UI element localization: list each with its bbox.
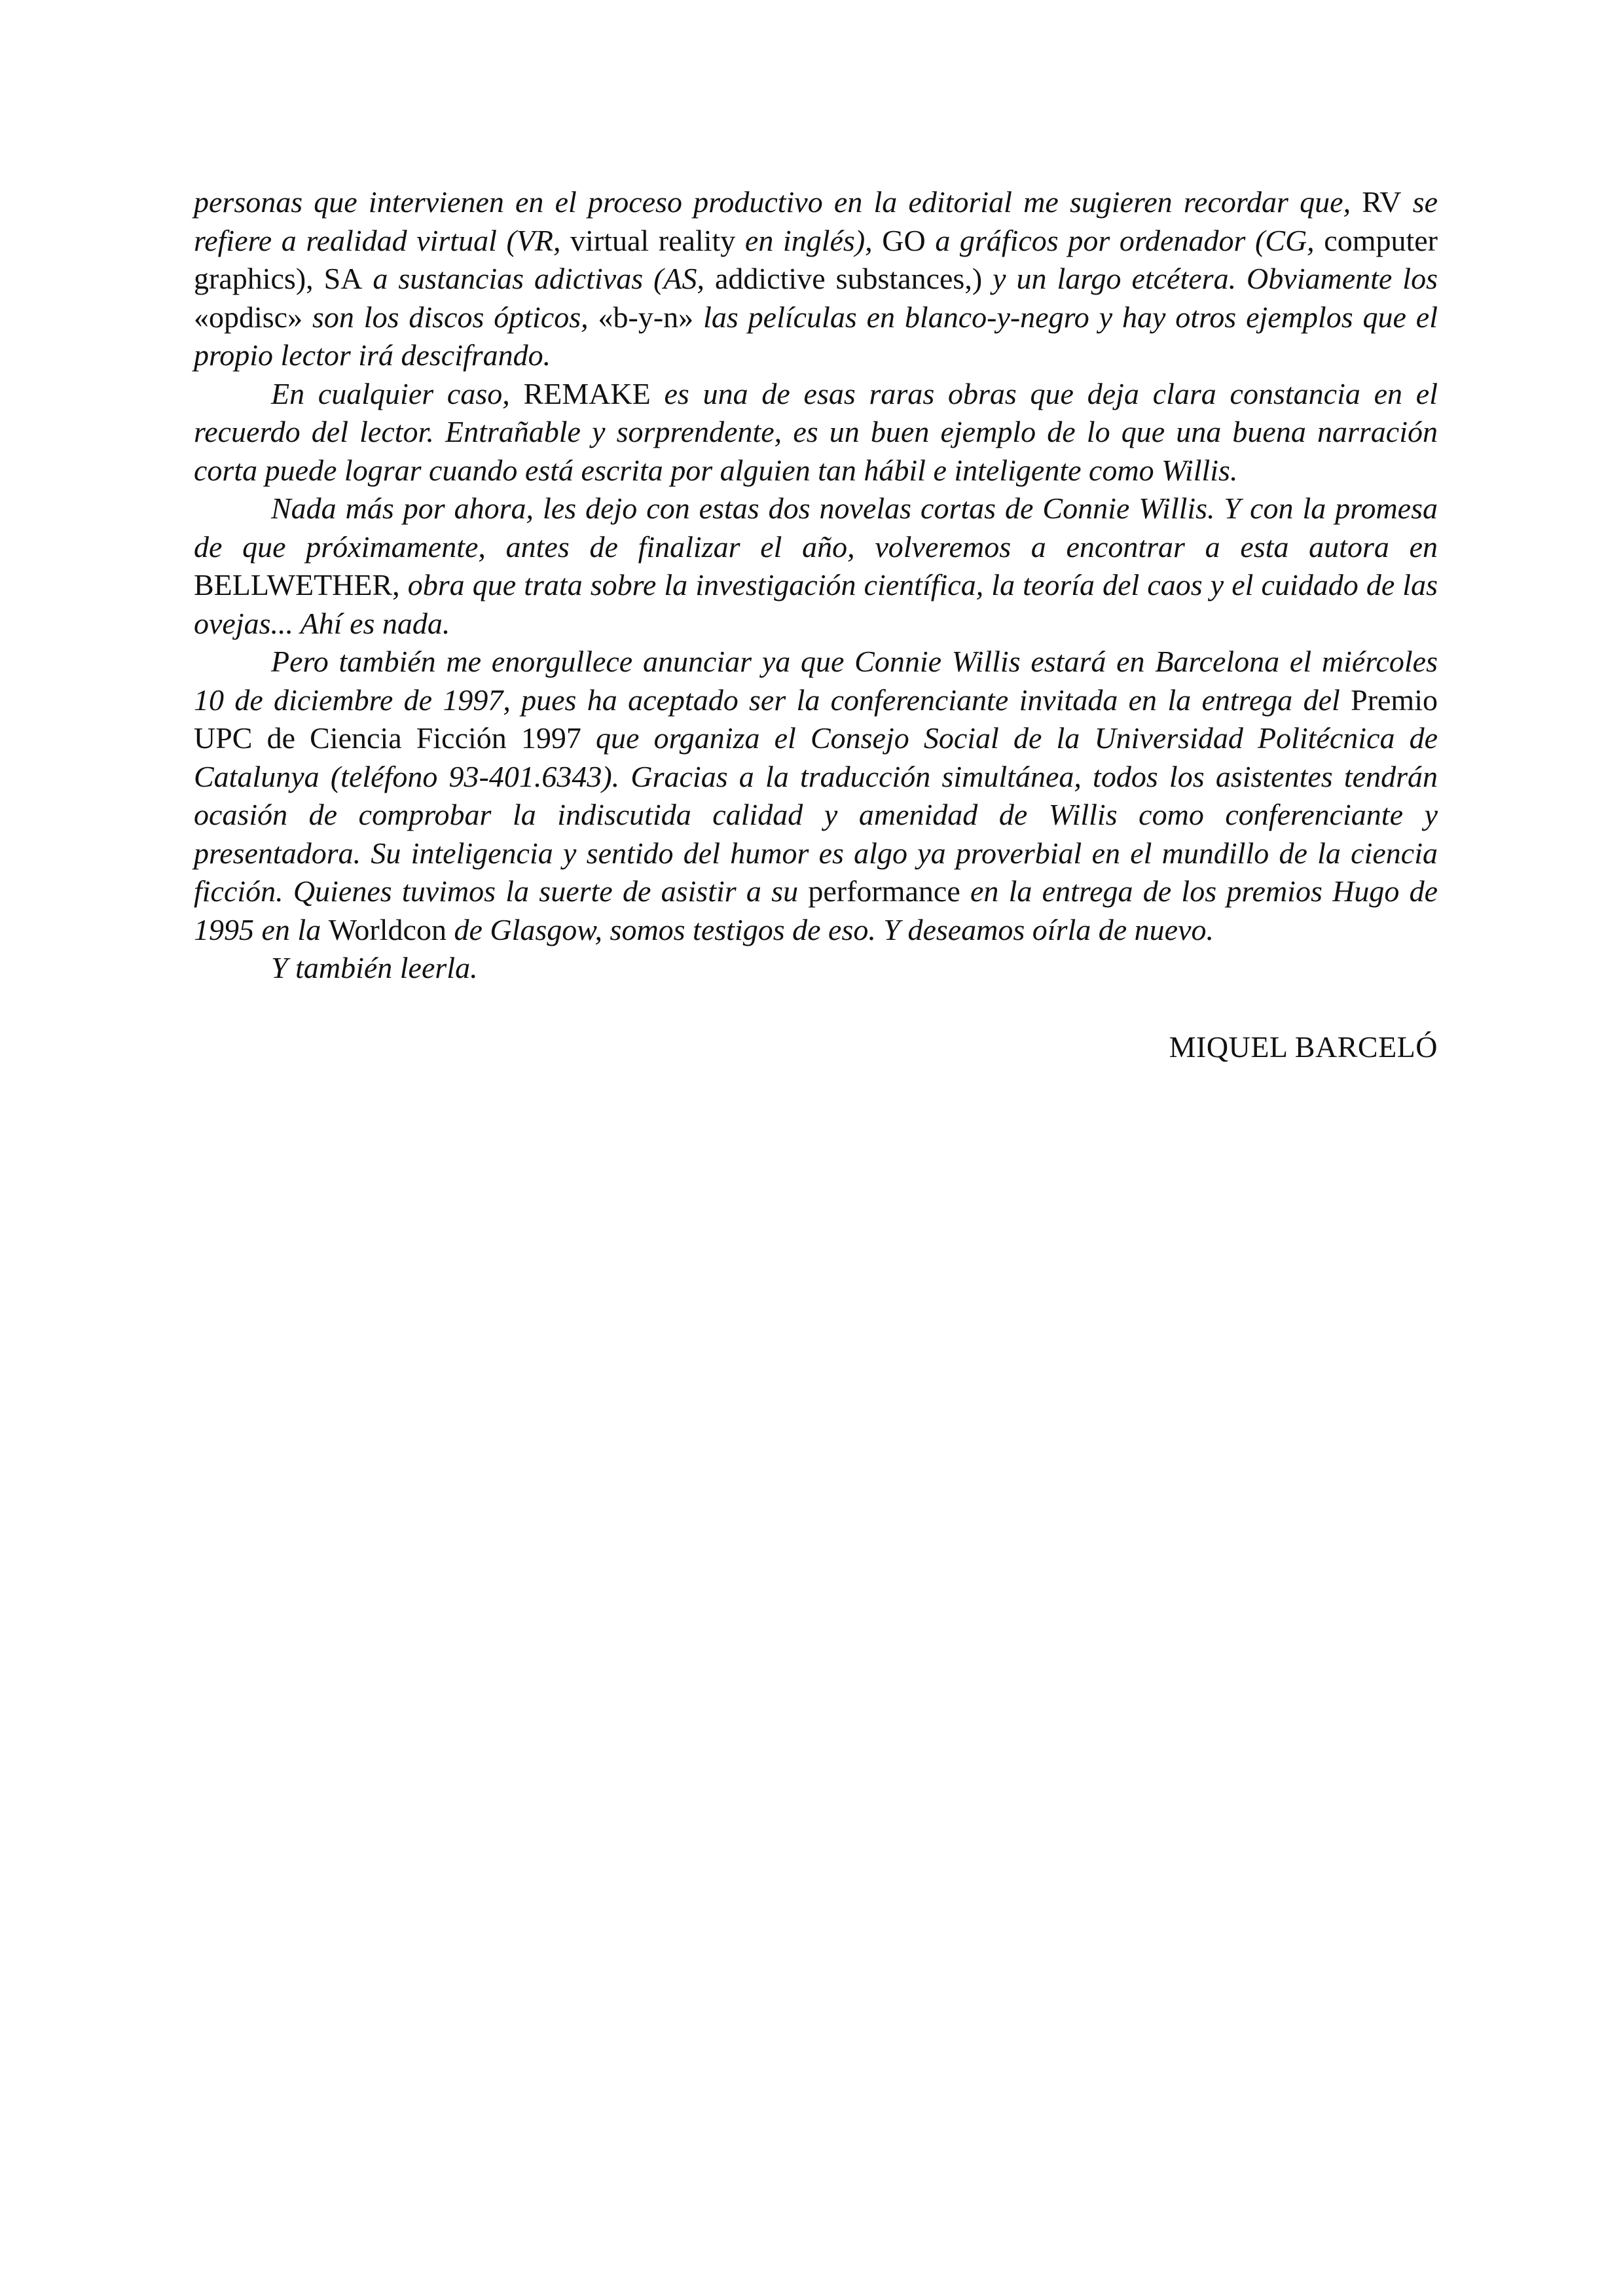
author-signature: MIQUEL BARCELÓ (1169, 1030, 1438, 1064)
text-span: Nada más por ahora, les dejo con estas dos novelas cortas de Connie Willis. Y con la promesa de que próximamente, antes de finalizar el año, volveremos a encontrar a esta autora en (194, 492, 1438, 564)
text-span: En cualquier caso, (271, 376, 524, 410)
text-span: computer graphics), SA (194, 223, 1438, 295)
text-span: GO (882, 223, 926, 257)
paragraph-remake (194, 375, 1438, 490)
paragraph-closing (194, 949, 1438, 988)
paragraph-intro-acronyms (194, 183, 1438, 375)
text-span: en inglés), (735, 223, 883, 257)
text-span: a sustancias adictivas (AS, (362, 262, 716, 295)
text-span: y un largo etcétera. Obviamente los (982, 262, 1438, 295)
paragraph-bellwether (194, 490, 1438, 643)
text-span: las películas en blanco-y-negro y hay otros ejemplos que el propio lector irá descifrando. (194, 300, 1438, 372)
text-span: de Glasgow, somos testigos de eso. Y deseamos oírla de nuevo. (446, 912, 1214, 946)
text-span: se refiere a realidad virtual (VR, (194, 185, 1438, 257)
text-span: a gráficos por ordenador (CG, (925, 223, 1324, 257)
text-span: Pero también me enorgullece anunciar ya que Connie Willis estará en Barcelona el miércoles 10 de diciembre de 1997, pues ha aceptado ser la conferenciante invitada en la entrega del (194, 645, 1438, 717)
text-span: addictive substances,) (715, 262, 983, 295)
text-span: virtual reality (570, 223, 736, 257)
paragraph-barcelona-event (194, 643, 1438, 949)
text-span: personas que intervienen en el proceso productivo en la editorial me sugieren recordar que, (194, 185, 1362, 219)
text-span: performance (808, 874, 960, 908)
text-span: Worldcon (328, 912, 447, 946)
text-span: son los discos ópticos, (302, 300, 598, 334)
text-span: obra que trata sobre la investigación científica, la teoría del caos y el cuidado de las ovejas... Ahí es nada. (194, 568, 1438, 640)
text-span: Y también leerla. (271, 951, 478, 984)
text-span: REMAKE (523, 376, 651, 410)
text-span: es una de esas raras obras que deja clara constancia en el recuerdo del lector. Entrañable y sorprendente, es un buen ejemplo de lo que una buena narración corta puede lograr cuando está escrita por alguien tan hábil e inteligente como Willis. (194, 376, 1438, 487)
text-span: «opdisc» (194, 300, 303, 334)
text-span: en la entrega de los premios Hugo de 1995 en la (194, 874, 1438, 946)
text-span: Premio UPC de Ciencia Ficción 1997 (194, 683, 1438, 755)
text-span: RV (1362, 185, 1402, 219)
text-span: «b-y-n» (598, 300, 694, 334)
text-span: BELLWETHER, (194, 568, 400, 601)
document-page (194, 183, 1438, 1066)
text-span: que organiza el Consejo Social de la Universidad Politécnica de Catalunya (teléfono 93-401.6343). Gracias a la traducción simultánea, todos los asistentes tendrán ocasión de comprobar la indiscutida calidad y amenidad de Willis como conferenciante y presentadora. Su inteligencia y sentido del humor es algo ya proverbial en el mundillo de la ciencia ficción. Quienes tuvimos la suerte de asistir a su (194, 721, 1438, 908)
